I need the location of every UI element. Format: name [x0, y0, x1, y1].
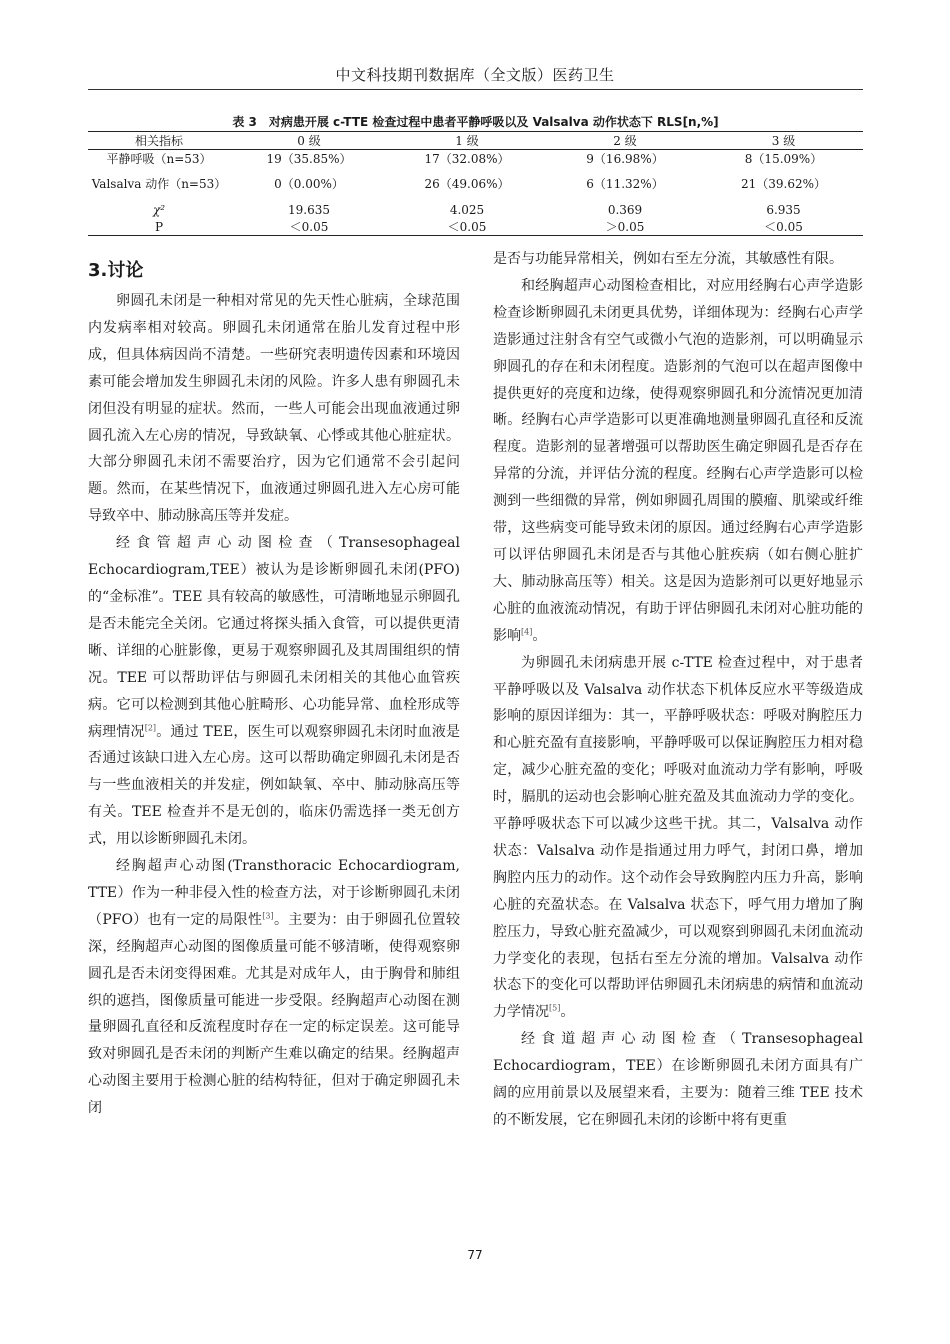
table-row [88, 201, 863, 218]
right-column [493, 246, 863, 1134]
table-cell: 19（35.85%） [266, 151, 352, 166]
table-cell: 17（32.08%） [424, 151, 510, 166]
paragraph-text: 经食道超声心动图检查（Transesophageal Echocardiogram，TEE）在诊断卵圆孔未闭方面具有广阔的应用前景以及展望来看，主要为：随着三维 TEE 技术的不断发展，它在卵圆孔未闭的诊断中将有更重 [493, 1031, 863, 1128]
rls-table [88, 131, 863, 236]
paragraph [493, 650, 863, 1027]
table-cell: χ² [152, 202, 166, 217]
paragraph-text: 。通过 TEE，医生可以观察卵圆孔未闭时血液是否通过该缺口进入左心房。这可以帮助确定卵圆孔未闭是否与一些血液相关的并发症，例如缺氧、卒中、肺动脉高压等有关。TEE 检查并不是无创的，临床仍需选择一类无创方式，用以诊断卵圆孔未闭。 [88, 723, 461, 848]
table-header-row [88, 132, 863, 150]
left-column [88, 288, 460, 1122]
table-header-cell: 1 级 [388, 132, 546, 150]
paragraph [493, 1026, 863, 1134]
table-row [88, 150, 863, 168]
paragraph-text: 经食管超声心动图检查（Transesophageal Echocardiogram,TEE）被认为是诊断卵圆孔未闭(PFO)的“金标准”。TEE 具有较高的敏感性，可清晰地显示卵圆孔是否未能完全关闭。它通过将探头插入食管，可以提供更清晰、详细的心脏影像，更易于观察卵圆孔及其周围组织的情况。TEE 可以帮助评估与卵圆孔未闭相关的其他心血管疾病。它可以检测到其他心脏畸形、心功能异常、血栓形成等病理情况 [88, 535, 460, 740]
table-cell: P [88, 218, 230, 236]
citation[interactable]: [2] [144, 722, 157, 732]
table-cell: 0.369 [607, 202, 643, 217]
table-cell: ＜0.05 [704, 218, 863, 236]
table-header-cell: 0 级 [230, 132, 388, 150]
table-cell: 21（39.62%） [740, 177, 827, 191]
paragraph-text: 为卵圆孔未闭病患开展 c-TTE 检查过程中，对于患者平静呼吸以及 Valsalva 动作状态下机体反应水平等级造成影响的原因详细为：其一，平静呼吸状态：呼吸对胸腔压力和心脏充盈有直接影响，平静呼吸可以保证胸腔压力相对稳定，减少心脏充盈的变化；呼吸对血流动力学有影响，呼吸时，膈肌的运动也会影响心脏充盈及其血流动力学的变化。平静呼吸状态下可以减少这些干扰。其二，Valsalva 动作状态：Valsalva 动作是指通过用力呼气，封闭口鼻，增加胸腔内压力的动作。这个动作会导致胸腔内压力升高，影响心脏的充盈状态。在 Valsalva 状态下，呼气用力增加了胸腔压力，导致心脏充盈减少，可以观察到卵圆孔未闭血流动力学变化的表现，包括右至左分流的增加。Valsalva 动作状态下的变化可以帮助评估卵圆孔未闭病患的病情和血流动力学情况 [493, 654, 863, 1021]
citation[interactable]: [3] [262, 911, 274, 921]
table-header-cell: 相关指标 [88, 132, 230, 150]
citation[interactable]: [5] [549, 1003, 561, 1013]
table-cell: 6（11.32%） [586, 177, 664, 191]
table-cell: 6.935 [766, 202, 801, 217]
table-header-cell: 2 级 [546, 132, 704, 150]
section-title: 3.讨论 [88, 260, 144, 281]
paragraph [493, 273, 863, 650]
paragraph [493, 246, 863, 273]
citation[interactable]: [4] [521, 627, 533, 637]
paragraph [88, 288, 460, 530]
paragraph-text: 。 [560, 1004, 575, 1021]
paragraph-text: 卵圆孔未闭是一种相对常见的先天性心脏病，全球范围内发病率相对较高。卵圆孔未闭通常在胎儿发育过程中形成，但具体病因尚不清楚。一些研究表明遗传因素和环境因素可能会增加发生卵圆孔未闭的风险。许多人患有卵圆孔未闭但没有明显的症状。然而，一些人可能会出现血液通过卵圆孔流入左心房的情况，导致缺氧、心悸或其他心脏症状。大部分卵圆孔未闭不需要治疗，因为它们通常不会引起问题。然而，在某些情况下，血液通过卵圆孔进入左心房可能导致卒中、肺动脉高压等并发症。 [88, 293, 460, 525]
page-number: 77 [467, 1248, 483, 1262]
table-cell: 8（15.09%） [744, 151, 823, 166]
header-rule [88, 89, 863, 90]
table-cell: ＞0.05 [546, 218, 704, 236]
table-header-cell: 3 级 [704, 132, 863, 150]
table-cell: Valsalva 动作（n=53） [91, 177, 227, 191]
table-cell: 26（49.06%） [424, 177, 510, 191]
table-cell: ＜0.05 [230, 218, 388, 236]
table-cell: 0（0.00%） [274, 177, 344, 191]
paragraph-text: 和经胸超声心动图检查相比，对应用经胸右心声学造影检查诊断卵圆孔未闭更具优势，详细体现为：经胸右心声学造影通过注射含有空气或微小气泡的造影剂，可以明确显示卵圆孔的存在和未闭程度。造影剂的气泡可以在超声图像中提供更好的亮度和边缘，使得观察卵圆孔和分流情况更加清晰。经胸右心声学造影可以更准确地测量卵圆孔直径和反流程度。造影剂的显著增强可以帮助医生确定卵圆孔是否存在异常的分流，并评估分流的程度。经胸右心声学造影可以检测到一些细微的异常，例如卵圆孔周围的膜瘤、肌梁或纤维带，这些病变可能导致未闭的原因。通过经胸右心声学造影可以评估卵圆孔未闭是否与其他心脏疾病（如右侧心脏扩大、肺动脉高压等）相关。这是因为造影剂可以更好地显示心脏的血液流动情况，有助于评估卵圆孔未闭对心脏功能的影响 [493, 277, 863, 644]
paragraph [88, 853, 460, 1122]
table-cell: 19.635 [288, 202, 330, 217]
table-row [88, 167, 863, 201]
table-cell: ＜0.05 [388, 218, 546, 236]
table-row [88, 218, 863, 236]
table-caption: 表 3 对病患开展 c-TTE 检查过程中患者平静呼吸以及 Valsalva 动作状态下 RLS[n,%] [232, 115, 719, 129]
paragraph-text: 。 [532, 627, 547, 644]
paragraph-text: 是否与功能异常相关，例如右至左分流，其敏感性有限。 [493, 251, 843, 267]
table-cell: 平静呼吸（n=53） [106, 151, 212, 166]
paragraph-text: 经胸超声心动图(Transthoracic Echocardiogram, TTE）作为一种非侵入性的检查方法，对于诊断卵圆孔未闭（PFO）也有一定的局限性 [88, 858, 460, 928]
paragraph-text: 。主要为：由于卵圆孔位置较深，经胸超声心动图的图像质量可能不够清晰，使得观察卵圆孔是否未闭变得困难。尤其是对成年人，由于胸骨和肺组织的遮挡，图像质量可能进一步受限。经胸超声心动图在测量卵圆孔直径和反流程度时存在一定的标定误差。这可能导致对卵圆孔是否未闭的判断产生难以确定的结果。经胸超声心动图主要用于检测心脏的结构特征，但对于确定卵圆孔未闭 [88, 911, 460, 1117]
table-cell: 9（16.98%） [586, 151, 664, 166]
table-cell: 4.025 [449, 202, 485, 217]
journal-header: 中文科技期刊数据库（全文版）医药卫生 [335, 66, 615, 84]
paragraph [88, 530, 460, 853]
